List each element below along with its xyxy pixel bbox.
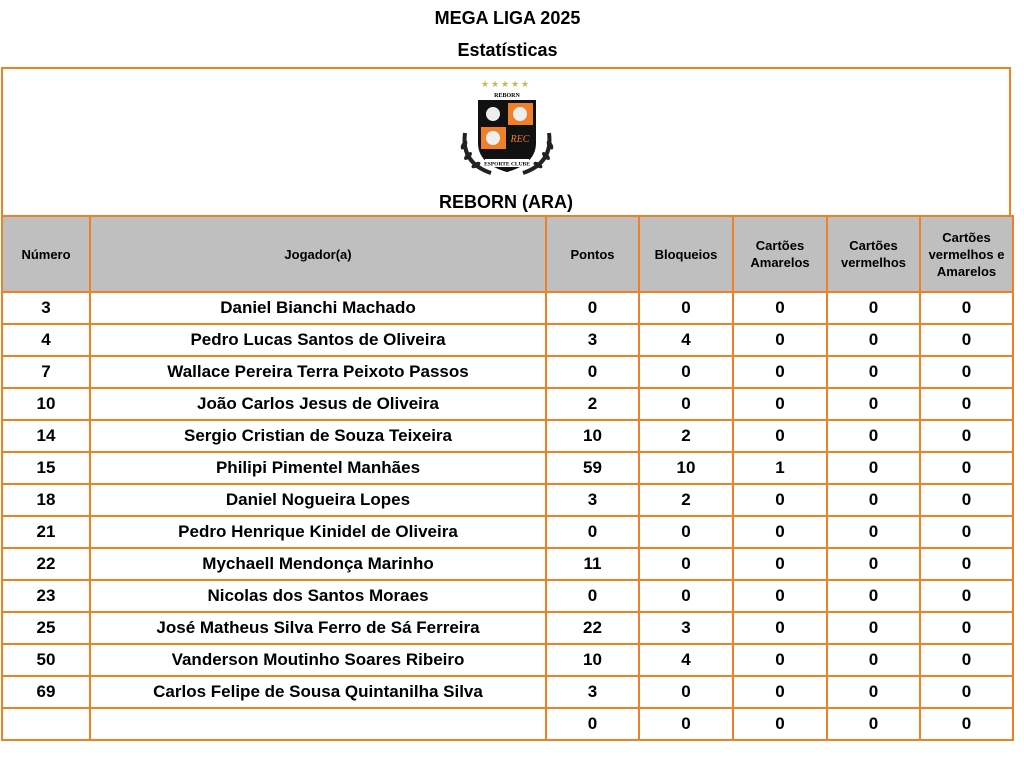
logo-text-top: REBORN: [494, 93, 520, 99]
table-row: [2, 516, 1013, 548]
cell-vermelhos: 0: [827, 644, 920, 676]
cell-jogador: Wallace Pereira Terra Peixoto Passos: [90, 356, 546, 388]
cell-jogador: Sergio Cristian de Souza Teixeira: [90, 420, 546, 452]
cell-vermelhos-amarelos: 0: [920, 292, 1013, 324]
cell-bloqueios: 4: [639, 324, 733, 356]
cell-vermelhos-amarelos: 0: [920, 388, 1013, 420]
cell-bloqueios: 0: [639, 580, 733, 612]
cell-pontos: 59: [546, 452, 639, 484]
cell-vermelhos-amarelos: 0: [920, 356, 1013, 388]
cell-vermelhos: 0: [827, 388, 920, 420]
table-row: [2, 356, 1013, 388]
cell-vermelhos-amarelos: 0: [920, 676, 1013, 708]
table-row: [2, 420, 1013, 452]
table-row: [2, 548, 1013, 580]
cell-numero: 50: [2, 644, 90, 676]
cell-numero: 69: [2, 676, 90, 708]
svg-text:★: ★: [501, 80, 510, 90]
cell-vermelhos-amarelos: 0: [920, 548, 1013, 580]
stats-table: [1, 215, 1014, 741]
col-header-cartoes-vermelhos-amarelos: Cartões vermelhos e Amarelos: [920, 216, 1013, 292]
cell-bloqueios: 3: [639, 612, 733, 644]
total-jogador: [90, 708, 546, 740]
cell-amarelos: 0: [733, 420, 827, 452]
cell-jogador: Pedro Henrique Kinidel de Oliveira: [90, 516, 546, 548]
cell-vermelhos: 0: [827, 580, 920, 612]
cell-vermelhos: 0: [827, 548, 920, 580]
cell-amarelos: 0: [733, 356, 827, 388]
cell-numero: 10: [2, 388, 90, 420]
cell-vermelhos: 0: [827, 484, 920, 516]
page-subtitle: Estatísticas: [457, 40, 558, 60]
table-header-row: [2, 216, 1013, 292]
col-header-jogador: Jogador(a): [90, 216, 546, 292]
cell-amarelos: 1: [733, 452, 827, 484]
team-header: [1, 67, 1011, 215]
cell-pontos: 2: [546, 388, 639, 420]
cell-jogador: João Carlos Jesus de Oliveira: [90, 388, 546, 420]
table-row: [2, 484, 1013, 516]
table-row: [2, 676, 1013, 708]
cell-amarelos: 0: [733, 580, 827, 612]
cell-numero: 4: [2, 324, 90, 356]
cell-vermelhos-amarelos: 0: [920, 580, 1013, 612]
cell-amarelos: 0: [733, 676, 827, 708]
table-row: [2, 452, 1013, 484]
cell-amarelos: 0: [733, 548, 827, 580]
cell-vermelhos: 0: [827, 324, 920, 356]
cell-vermelhos-amarelos: 0: [920, 452, 1013, 484]
cell-vermelhos-amarelos: 0: [920, 516, 1013, 548]
cell-amarelos: 0: [733, 484, 827, 516]
cell-pontos: 10: [546, 644, 639, 676]
total-bloqueios: 0: [639, 708, 733, 740]
col-header-numero: Número: [2, 216, 90, 292]
cell-pontos: 22: [546, 612, 639, 644]
col-header-cartoes-amarelos: Cartões Amarelos: [733, 216, 827, 292]
cell-vermelhos-amarelos: 0: [920, 324, 1013, 356]
col-header-bloqueios: Bloqueios: [639, 216, 733, 292]
total-numero: [2, 708, 90, 740]
cell-numero: 14: [2, 420, 90, 452]
cell-bloqueios: 0: [639, 388, 733, 420]
totals-row: [2, 708, 1013, 740]
cell-bloqueios: 2: [639, 484, 733, 516]
cell-jogador: Mychaell Mendonça Marinho: [90, 548, 546, 580]
cell-bloqueios: 0: [639, 292, 733, 324]
cell-pontos: 0: [546, 516, 639, 548]
cell-pontos: 10: [546, 420, 639, 452]
cell-pontos: 11: [546, 548, 639, 580]
cell-numero: 7: [2, 356, 90, 388]
team-crest-logo: [451, 75, 563, 183]
cell-pontos: 3: [546, 676, 639, 708]
cell-vermelhos-amarelos: 0: [920, 484, 1013, 516]
cell-amarelos: 0: [733, 644, 827, 676]
table-row: [2, 388, 1013, 420]
cell-bloqueios: 10: [639, 452, 733, 484]
cell-numero: 18: [2, 484, 90, 516]
table-row: [2, 644, 1013, 676]
table-row: [2, 612, 1013, 644]
league-title: MEGA LIGA 2025: [434, 8, 581, 28]
cell-jogador: Daniel Nogueira Lopes: [90, 484, 546, 516]
cell-numero: 23: [2, 580, 90, 612]
cell-jogador: Carlos Felipe de Sousa Quintanilha Silva: [90, 676, 546, 708]
cell-pontos: 0: [546, 292, 639, 324]
cell-jogador: José Matheus Silva Ferro de Sá Ferreira: [90, 612, 546, 644]
cell-vermelhos-amarelos: 0: [920, 644, 1013, 676]
table-row: [2, 292, 1013, 324]
cell-vermelhos: 0: [827, 452, 920, 484]
total-vermelhos-amarelos: 0: [920, 708, 1013, 740]
cell-bloqueios: 4: [639, 644, 733, 676]
cell-numero: 25: [2, 612, 90, 644]
svg-text:★: ★: [481, 80, 490, 90]
col-header-cartoes-vermelhos: Cartões vermelhos: [827, 216, 920, 292]
cell-amarelos: 0: [733, 388, 827, 420]
cell-bloqueios: 0: [639, 356, 733, 388]
col-header-pontos: Pontos: [546, 216, 639, 292]
cell-vermelhos: 0: [827, 516, 920, 548]
cell-vermelhos: 0: [827, 356, 920, 388]
cell-jogador: Philipi Pimentel Manhães: [90, 452, 546, 484]
logo-monogram: REC: [510, 134, 530, 145]
cell-pontos: 3: [546, 484, 639, 516]
cell-pontos: 0: [546, 356, 639, 388]
cell-vermelhos-amarelos: 0: [920, 420, 1013, 452]
total-pontos: 0: [546, 708, 639, 740]
cell-pontos: 3: [546, 324, 639, 356]
total-amarelos: 0: [733, 708, 827, 740]
svg-text:★: ★: [521, 80, 530, 90]
cell-vermelhos: 0: [827, 612, 920, 644]
table-row: [2, 580, 1013, 612]
cell-vermelhos-amarelos: 0: [920, 612, 1013, 644]
cell-numero: 21: [2, 516, 90, 548]
cell-amarelos: 0: [733, 324, 827, 356]
cell-vermelhos: 0: [827, 420, 920, 452]
cell-jogador: Daniel Bianchi Machado: [90, 292, 546, 324]
cell-numero: 15: [2, 452, 90, 484]
cell-amarelos: 0: [733, 516, 827, 548]
logo-text-bottom: ESPORTE CLUBE: [484, 161, 530, 168]
cell-amarelos: 0: [733, 292, 827, 324]
cell-jogador: Nicolas dos Santos Moraes: [90, 580, 546, 612]
cell-numero: 3: [2, 292, 90, 324]
cell-vermelhos: 0: [827, 676, 920, 708]
team-name: REBORN (ARA): [439, 192, 573, 212]
cell-bloqueios: 0: [639, 676, 733, 708]
cell-bloqueios: 0: [639, 516, 733, 548]
svg-text:★: ★: [511, 80, 520, 90]
cell-jogador: Vanderson Moutinho Soares Ribeiro: [90, 644, 546, 676]
total-vermelhos: 0: [827, 708, 920, 740]
svg-text:★: ★: [491, 80, 500, 90]
cell-numero: 22: [2, 548, 90, 580]
table-row: [2, 324, 1013, 356]
cell-bloqueios: 2: [639, 420, 733, 452]
cell-pontos: 0: [546, 580, 639, 612]
cell-bloqueios: 0: [639, 548, 733, 580]
cell-jogador: Pedro Lucas Santos de Oliveira: [90, 324, 546, 356]
cell-amarelos: 0: [733, 612, 827, 644]
cell-vermelhos: 0: [827, 292, 920, 324]
